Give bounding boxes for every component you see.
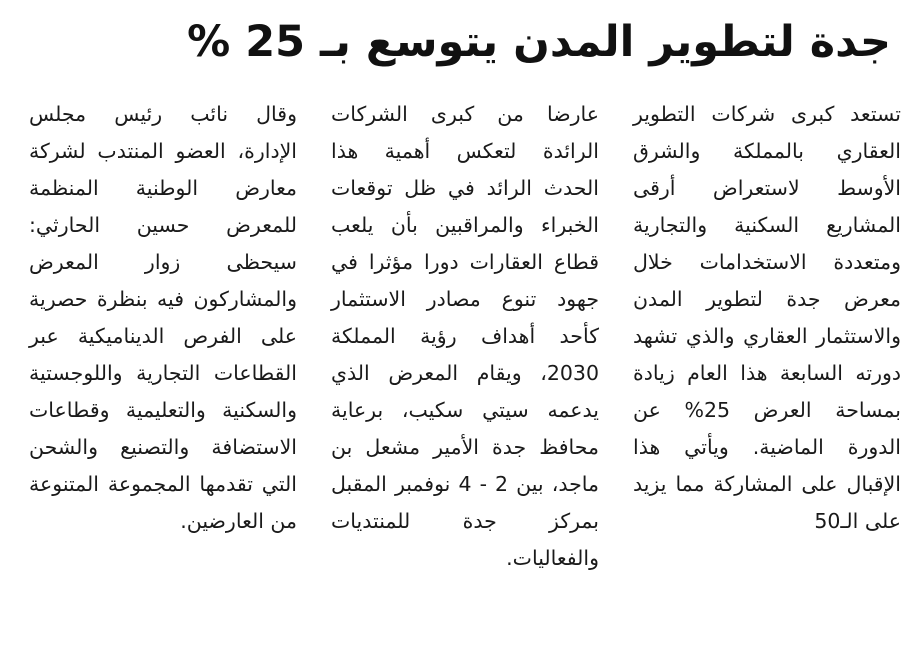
article-column-2 [331, 96, 599, 577]
article-column-1 [633, 96, 901, 540]
article-headline: جدة لتطوير المدن يتوسع بـ 25 % [187, 17, 891, 67]
article-column-3 [29, 96, 297, 540]
column-2-text: عارضا من كبرى الشركات الرائدة لتعكس أهمية هذا الحدث الرائد في ظل توقعات الخبراء والمراقبين بأن يلعب قطاع العقارات دورا مؤثرا في جهود تنوع مصادر الاستثمار كأحد أهداف رؤية المملكة 2030، ويقام المعرض الذي يدعمه سيتي سكيب، برعاية محافظ جدة الأمير مشعل بن ماجد، بين 2 - 4 نوفمبر المقبل بمركز جدة للمنتديات والفعاليات. [331, 102, 599, 570]
column-3-text: وقال نائب رئيس مجلس الإدارة، العضو المنتدب لشركة معارض الوطنية المنظمة للمعرض حسين الحارثي: سيحظى زوار المعرض والمشاركون فيه بنظرة حصرية على الفرص الديناميكية عبر القطاعات التجارية واللوجستية والسكنية والتعليمية وقطاعات الاستضافة والتصنيع والشحن التي تقدمها المجموعة المتنوعة من العارضين. [29, 102, 297, 533]
column-1-text: تستعد كبرى شركات التطوير العقاري بالمملكة والشرق الأوسط لاستعراض أرقى المشاريع السكنية والتجارية ومتعددة الاستخدامات خلال معرض جدة لتطوير المدن والاستثمار العقاري والذي تشهد دورته السابعة هذا العام زيادة بمساحة العرض 25% عن الدورة الماضية. ويأتي هذا الإقبال على المشاركة مما يزيد على الـ50 [633, 102, 901, 533]
